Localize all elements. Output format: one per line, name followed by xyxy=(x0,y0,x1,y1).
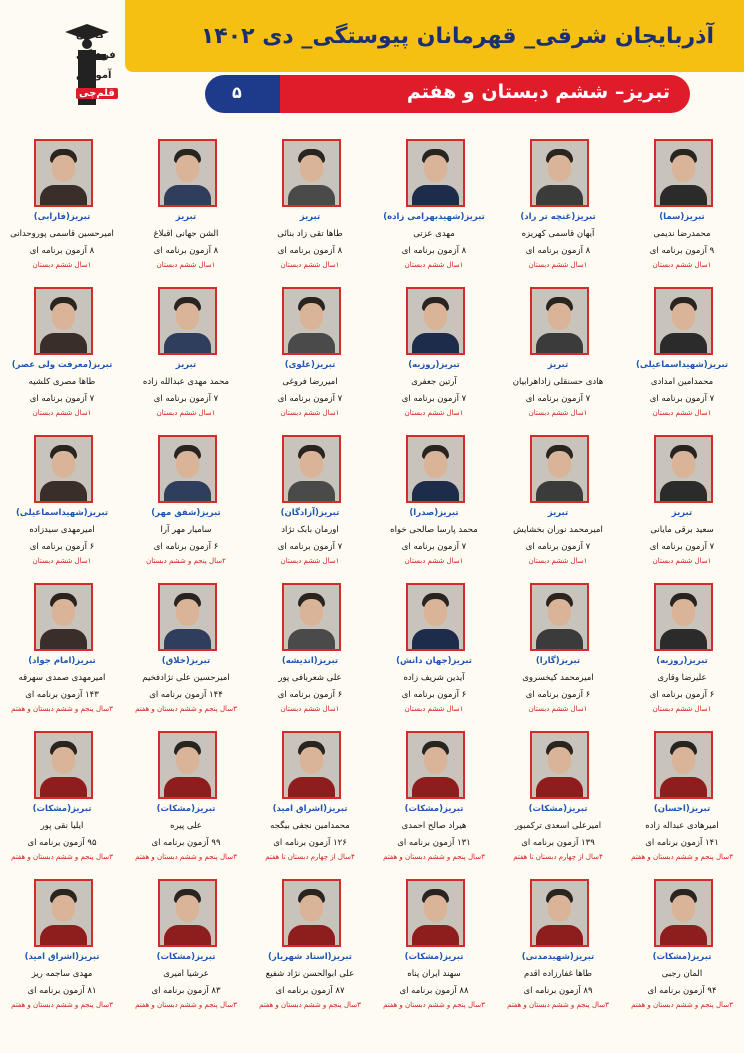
student-exams: ۸ آزمون برنامه ای xyxy=(277,246,343,256)
student-school: تبریز(آزادگان) xyxy=(280,508,340,518)
student-photo xyxy=(406,435,465,503)
logo-line-4: قلم‌چی xyxy=(76,88,118,99)
student-school: تبریز(شفق مهر) xyxy=(151,508,221,518)
student-years: ۱سال ششم دبستان xyxy=(528,261,588,269)
student-exams: ۷ آزمون برنامه ای xyxy=(649,394,715,404)
student-exams: ۶ آزمون برنامه ای xyxy=(401,690,467,700)
student-years: ۳سال پنجم و ششم دبستان و هفتم xyxy=(11,1001,113,1009)
student-name: محمد پارسا صالحی خواه xyxy=(390,525,478,535)
student-exams: ۱۴۱ آزمون برنامه ای xyxy=(645,838,719,848)
student-name: طاها غفارزاده اقدم xyxy=(523,969,593,979)
student-years: ۴سال از چهارم دبستان تا هفتم xyxy=(265,853,355,861)
student-exams: ۷ آزمون برنامه ای xyxy=(29,394,95,404)
student-school: تبریز(غنچه تر راد) xyxy=(520,212,596,222)
student-exams: ۱۴۳ آزمون برنامه ای xyxy=(25,690,99,700)
student-name: علی ابوالحسن نژاد شفیع xyxy=(265,969,355,979)
student-years: ۱سال ششم دبستان xyxy=(528,557,588,565)
student-photo xyxy=(530,139,589,207)
student-years: ۳سال پنجم و ششم دبستان و هفتم xyxy=(383,1001,485,1009)
student-photo xyxy=(530,287,589,355)
student-school: تبریز(مشکات) xyxy=(156,952,216,962)
student-photo xyxy=(406,583,465,651)
student-photo xyxy=(158,139,217,207)
student-photo xyxy=(530,583,589,651)
student-school: تبریز xyxy=(547,360,569,370)
student-school: تبریز(خلاق) xyxy=(161,656,211,666)
student-name: محمدامین امدادی xyxy=(650,377,714,387)
student-exams: ۸۹ آزمون برنامه ای xyxy=(523,986,593,996)
page-number: ۵ xyxy=(232,83,242,102)
student-photo xyxy=(654,139,713,207)
student-name: طاها مصری کلشیه xyxy=(28,377,96,387)
student-school: تبریز(مشکات) xyxy=(404,804,464,814)
student-years: ۱سال ششم دبستان xyxy=(652,705,712,713)
student-name: الشن جهانی اقبلاغ xyxy=(153,229,219,239)
student-photo xyxy=(158,435,217,503)
student-name: امیرحسین قاسمی پوروحدانی xyxy=(10,229,114,239)
student-photo xyxy=(34,287,93,355)
student-exams: ۷ آزمون برنامه ای xyxy=(277,542,343,552)
student-school: تبریز(شهیدبهرامی زاده) xyxy=(383,212,485,222)
student-photo xyxy=(158,879,217,947)
page-title: آذربایجان شرقی_ قهرمانان پیوستگی_ دی ۱۴۰۲ xyxy=(200,24,714,49)
student-years: ۳سال پنجم و ششم دبستان و هفتم xyxy=(11,705,113,713)
student-years: ۱سال ششم دبستان xyxy=(280,261,340,269)
student-school: تبریز(روزبه) xyxy=(656,656,708,666)
student-school: تبریز(شهیدمدنی) xyxy=(521,952,595,962)
student-years: ۲سال پنجم و ششم دبستان xyxy=(146,557,226,565)
student-years: ۱سال ششم دبستان xyxy=(156,409,216,417)
student-years: ۳سال پنجم و ششم دبستان و هفتم xyxy=(135,853,237,861)
student-school: تبریز(فارابی) xyxy=(33,212,91,222)
student-exams: ۷ آزمون برنامه ای xyxy=(525,542,591,552)
student-name: امیرعلی اسعدی ترکمبور xyxy=(514,821,602,831)
student-years: ۳سال پنجم و ششم دبستان و هفتم xyxy=(631,1001,733,1009)
student-name: هادی حسنقلی زاداهرابیان xyxy=(512,377,604,387)
student-name: سعید برقی مایانی xyxy=(650,525,714,535)
student-school: تبریز(مشکات) xyxy=(528,804,588,814)
student-photo xyxy=(158,731,217,799)
student-name: ایلیا نقی پور xyxy=(40,821,84,831)
student-exams: ۸ آزمون برنامه ای xyxy=(401,246,467,256)
student-school: تبریز xyxy=(299,212,321,222)
student-photo xyxy=(34,879,93,947)
student-school: تبریز(اندیشه) xyxy=(281,656,339,666)
student-photo xyxy=(34,435,93,503)
student-name: امیررضا فروغی xyxy=(282,377,338,387)
student-exams: ۱۴۴ آزمون برنامه ای xyxy=(149,690,223,700)
student-photo xyxy=(654,879,713,947)
student-school: تبریز(احسان) xyxy=(653,804,711,814)
student-exams: ۹۵ آزمون برنامه ای xyxy=(27,838,97,848)
student-years: ۱سال ششم دبستان xyxy=(156,261,216,269)
student-photo xyxy=(654,731,713,799)
student-photo xyxy=(654,435,713,503)
student-years: ۳سال پنجم و ششم دبستان و هفتم xyxy=(259,1001,361,1009)
student-years: ۱سال ششم دبستان xyxy=(404,261,464,269)
student-years: ۴سال از چهارم دبستان تا هفتم xyxy=(513,853,603,861)
student-school: تبریز(صدرا) xyxy=(409,508,459,518)
student-years: ۱سال ششم دبستان xyxy=(652,409,712,417)
student-name: امیرمحمد کیخسروی xyxy=(522,673,594,683)
student-exams: ۶ آزمون برنامه ای xyxy=(29,542,95,552)
student-photo xyxy=(282,139,341,207)
page-header xyxy=(0,0,744,125)
student-photo xyxy=(406,139,465,207)
student-school: تبریز(مشکات) xyxy=(156,804,216,814)
student-years: ۱سال ششم دبستان xyxy=(528,409,588,417)
student-photo xyxy=(282,879,341,947)
student-exams: ۱۳۱ آزمون برنامه ای xyxy=(397,838,471,848)
student-name: آیدین شریف زاده xyxy=(403,673,465,683)
student-photo xyxy=(34,139,93,207)
student-name: امیرمحمد نوران بخشایش xyxy=(513,525,603,535)
student-name: محمد مهدی عبدالله زاده xyxy=(142,377,230,387)
student-photo xyxy=(158,287,217,355)
student-exams: ۷ آزمون برنامه ای xyxy=(153,394,219,404)
student-school: تبریز(مشکات) xyxy=(32,804,92,814)
student-exams: ۸ آزمون برنامه ای xyxy=(153,246,219,256)
student-exams: ۸۳ آزمون برنامه ای xyxy=(151,986,221,996)
student-school: تبریز(مشکات) xyxy=(404,952,464,962)
student-photo xyxy=(34,731,93,799)
student-years: ۳سال پنجم و ششم دبستان و هفتم xyxy=(507,1001,609,1009)
student-school: تبریز(امام جواد) xyxy=(28,656,96,666)
student-school: تبریز(روزبه) xyxy=(408,360,460,370)
student-exams: ۸ آزمون برنامه ای xyxy=(525,246,591,256)
student-name: علی شعربافی پور xyxy=(278,673,342,683)
student-exams: ۷ آزمون برنامه ای xyxy=(401,542,467,552)
student-years: ۱سال ششم دبستان xyxy=(280,409,340,417)
student-exams: ۹۴ آزمون برنامه ای xyxy=(647,986,717,996)
student-school: تبریز(گارا) xyxy=(535,656,581,666)
student-years: ۳سال پنجم و ششم دبستان و هفتم xyxy=(631,853,733,861)
student-exams: ۸ آزمون برنامه ای xyxy=(29,246,95,256)
page-subtitle: تبریز– ششم دبستان و هفتم xyxy=(406,81,670,103)
student-photo xyxy=(282,731,341,799)
student-school: تبریز(اشراق امید) xyxy=(272,804,348,814)
student-name: عرشیا امیری xyxy=(163,969,209,979)
student-photo xyxy=(282,435,341,503)
student-name: طاها تقی زاد بنائی xyxy=(277,229,343,239)
student-exams: ۶ آزمون برنامه ای xyxy=(153,542,219,552)
student-school: تبریز(سما) xyxy=(659,212,705,222)
student-years: ۱سال ششم دبستان xyxy=(280,557,340,565)
ghalamchi-logo xyxy=(50,20,125,115)
student-years: ۱سال ششم دبستان xyxy=(528,705,588,713)
student-exams: ۱۳۹ آزمون برنامه ای xyxy=(521,838,595,848)
subtitle-band xyxy=(260,75,690,113)
student-photo xyxy=(282,583,341,651)
student-school: تبریز(جهان دانش) xyxy=(396,656,472,666)
student-exams: ۶ آزمون برنامه ای xyxy=(277,690,343,700)
student-exams: ۶ آزمون برنامه ای xyxy=(525,690,591,700)
student-years: ۱سال ششم دبستان xyxy=(280,705,340,713)
student-school: تبریز xyxy=(671,508,693,518)
student-photo xyxy=(654,583,713,651)
student-exams: ۸۸ آزمون برنامه ای xyxy=(399,986,469,996)
student-years: ۳سال پنجم و ششم دبستان و هفتم xyxy=(11,853,113,861)
student-years: ۱سال ششم دبستان xyxy=(404,705,464,713)
student-exams: ۱۲۶ آزمون برنامه ای xyxy=(273,838,347,848)
student-name: امیرمهدی سیدزاده xyxy=(29,525,95,535)
student-years: ۳سال پنجم و ششم دبستان و هفتم xyxy=(135,1001,237,1009)
student-photo xyxy=(406,731,465,799)
student-years: ۱سال ششم دبستان xyxy=(32,409,92,417)
logo-line-2: فرهنگی xyxy=(76,50,116,61)
student-years: ۱سال ششم دبستان xyxy=(32,261,92,269)
student-school: تبریز(استاد شهریار) xyxy=(268,952,352,962)
student-name: امیرحسین علی نژادفخیم xyxy=(142,673,230,683)
student-exams: ۶ آزمون برنامه ای xyxy=(649,690,715,700)
student-exams: ۷ آزمون برنامه ای xyxy=(649,542,715,552)
student-years: ۱سال ششم دبستان xyxy=(652,557,712,565)
student-name: اورمان بابک نژاد xyxy=(281,525,339,535)
student-school: تبریز xyxy=(175,360,197,370)
student-photo xyxy=(406,879,465,947)
student-school: تبریز xyxy=(175,212,197,222)
student-exams: ۸۷ آزمون برنامه ای xyxy=(275,986,345,996)
student-years: ۱سال ششم دبستان xyxy=(32,557,92,565)
student-name: المان رجبی xyxy=(661,969,703,979)
student-school: تبریز(شهیداسماعیلی) xyxy=(635,360,729,370)
student-name: مهدی ساجمه ریز xyxy=(31,969,93,979)
title-band xyxy=(125,0,744,72)
student-name: سامیار مهر آرا xyxy=(160,525,212,535)
student-photo xyxy=(654,287,713,355)
student-school: تبریز(اشراق امید) xyxy=(24,952,100,962)
student-exams: ۷ آزمون برنامه ای xyxy=(525,394,591,404)
student-name: محمدرضا ندیمی xyxy=(653,229,711,239)
student-name: علی پیره xyxy=(170,821,202,831)
student-years: ۱سال ششم دبستان xyxy=(652,261,712,269)
student-photo xyxy=(34,583,93,651)
student-name: امیرهادی عبداله زاده xyxy=(645,821,719,831)
student-years: ۱سال ششم دبستان xyxy=(404,557,464,565)
student-photo xyxy=(158,583,217,651)
student-school: تبریز(شهیداسماعیلی) xyxy=(15,508,109,518)
student-name: سهند ایران پناه xyxy=(407,969,461,979)
student-name: علیرضا وقاری xyxy=(657,673,707,683)
student-photo xyxy=(530,435,589,503)
student-years: ۱سال ششم دبستان xyxy=(404,409,464,417)
page-number-badge xyxy=(205,75,280,113)
student-years: ۳سال پنجم و ششم دبستان و هفتم xyxy=(383,853,485,861)
student-exams: ۹ آزمون برنامه ای xyxy=(649,246,715,256)
logo-line-1: کانون xyxy=(76,30,105,41)
student-exams: ۷ آزمون برنامه ای xyxy=(277,394,343,404)
student-photo xyxy=(282,287,341,355)
student-exams: ۷ آزمون برنامه ای xyxy=(401,394,467,404)
student-name: آرتین جعفری xyxy=(411,377,457,387)
student-name: امیرمهدی صمدی سهرقه xyxy=(18,673,106,683)
student-exams: ۸۱ آزمون برنامه ای xyxy=(27,986,97,996)
student-name: مهدی عزتی xyxy=(413,229,455,239)
student-name: هیراد صالح احمدی xyxy=(401,821,467,831)
student-photo xyxy=(530,879,589,947)
student-photo xyxy=(406,287,465,355)
logo-line-3: آموزش xyxy=(76,70,112,81)
student-name: محمدامین نجفی بیگجه xyxy=(270,821,350,831)
student-exams: ۹۹ آزمون برنامه ای xyxy=(151,838,221,848)
student-school: تبریز(معرفت ولی عصر) xyxy=(11,360,113,370)
student-photo xyxy=(530,731,589,799)
student-school: تبریز(مشکات) xyxy=(652,952,712,962)
student-school: تبریز xyxy=(547,508,569,518)
student-school: تبریز(علوی) xyxy=(284,360,336,370)
student-years: ۳سال پنجم و ششم دبستان و هفتم xyxy=(135,705,237,713)
student-name: آیهان قاسمی کهریزه xyxy=(521,229,595,239)
